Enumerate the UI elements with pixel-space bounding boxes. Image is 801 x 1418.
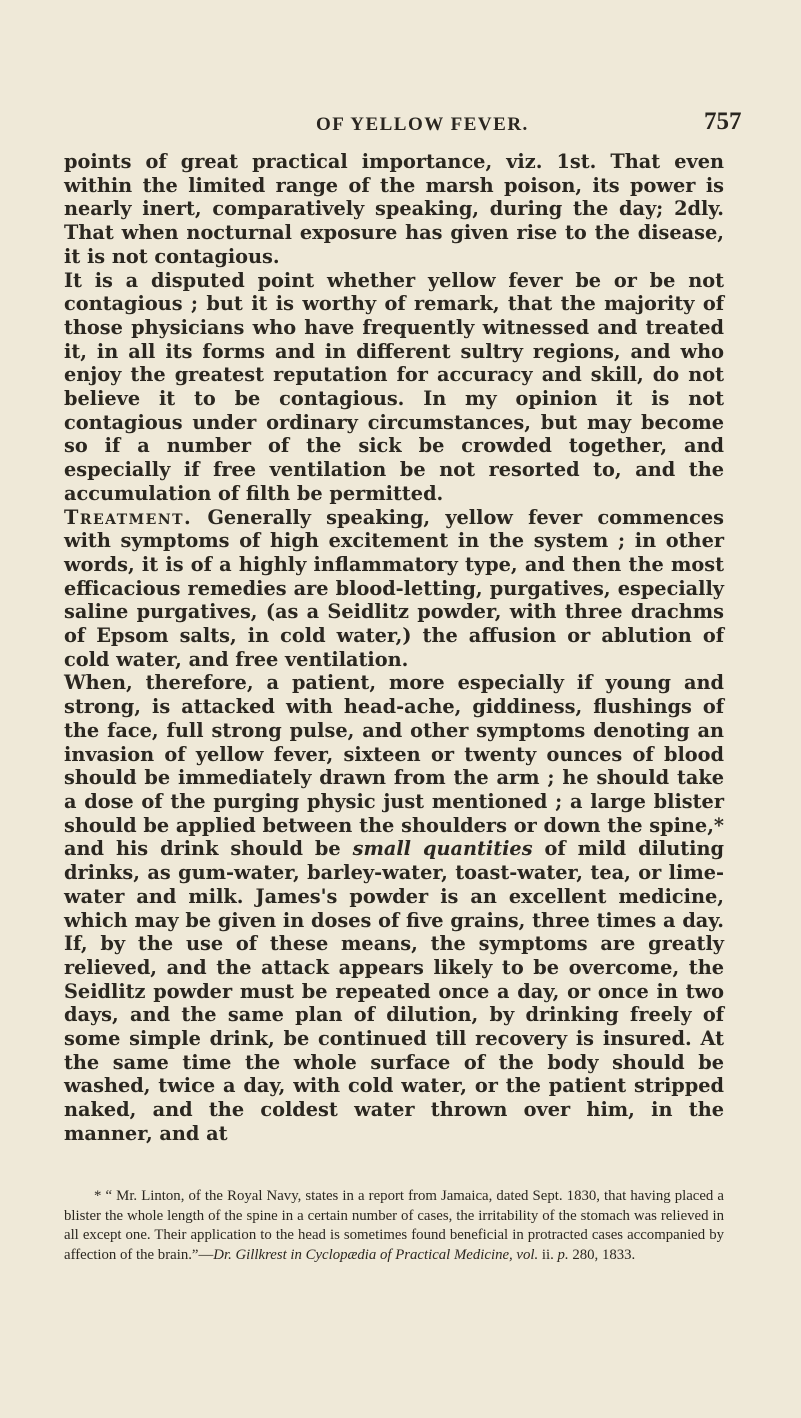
- paragraph-1: points of great practical importance, viz. 1st. That even within the limited range of the marsh poison, its power is nearly inert, comparatively speaking, during the day; 2dly. That when nocturnal exposure has given rise to the disease, it is not contagious.: [64, 150, 724, 268]
- footnote-citation-end: 280, 1833.: [568, 1246, 636, 1263]
- running-header: [0, 108, 801, 138]
- paragraph-4-text-a: When, therefore, a patient, more especially if young and strong, is attacked with head-ache, giddiness, flushings of the face, full strong pulse, and other symptoms denoting an invasion of yellow fever, sixteen or twenty ounces of blood should be immediately drawn from the arm ; he should take a dose of the purging physic just mentioned ; a large blister should be applied between the shoulders or down the spine,* and his drink should be: [64, 671, 724, 861]
- paragraph-3-text: Generally speaking, yellow fever commences with symptoms of high excitement in the system ; in other words, it is of a highly inflammatory type, and then the most efficacious remedies are blood-letting, purgatives, especially saline purgatives, (as a Seidlitz powder, with three drachms of Epsom salts, in cold water,) the affusion or ablution of cold water, and free ventilation.: [64, 505, 724, 671]
- section-heading-treatment: Treatment.: [64, 505, 193, 529]
- footnote-paragraph: [64, 1187, 724, 1265]
- footnote-citation: Dr. Gillkrest in Cyclopædia of Practical Medicine, vol.: [213, 1246, 539, 1263]
- footnote-citation-volume: ii.: [538, 1246, 558, 1263]
- paragraph-4: [64, 671, 724, 1145]
- paragraph-4-text-b: of mild diluting drinks, as gum-water, barley-water, toast-water, tea, or lime-water and milk. James's powder is an excellent medicine, which may be given in doses of five grains, three times a day. If, by the use of these means, the symptoms are greatly relieved, and the attack appears likely to be overcome, the Seidlitz powder must be repeated once a day, or once in two days, and the same plan of dilution, by drinking freely of some simple drink, be continued till recovery is insured. At the same time the whole surface of the body should be washed, twice a day, with cold water, or the patient stripped naked, and the coldest water thrown over him, in the manner, and at: [64, 837, 724, 1145]
- page-number: 757: [704, 108, 742, 135]
- footnote-citation-page-label: p.: [557, 1246, 569, 1263]
- header-title: OF YELLOW FEVER.: [316, 114, 529, 135]
- footnote: [64, 1187, 724, 1265]
- paragraph-4-italic: small quantities: [352, 837, 533, 861]
- paragraph-2: It is a disputed point whether yellow fever be or be not contagious ; but it is worthy of remark, that the majority of those physicians who have frequently witnessed and treated it, in all its forms and in different sultry regions, and who enjoy the greatest reputation for accuracy and skill, do not believe it to be contagious. In my opinion it is not contagious under ordinary circumstances, but may become so if a number of the sick be crowded together, and especially if free ventilation be not resorted to, and the accumulation of filth be permitted.: [64, 268, 724, 505]
- paragraph-3: [64, 506, 724, 672]
- body-text: [64, 150, 724, 1146]
- footnote-text: * “ Mr. Linton, of the Royal Navy, states in a report from Jamaica, dated Sept. 1830, that having placed a blister the whole length of the spine in a certain number of cases, the irritability of the stomach was relieved in all except one. Their application to the head is sometimes found beneficial in protracted cases accompanied by affection of the brain.”—: [64, 1188, 724, 1263]
